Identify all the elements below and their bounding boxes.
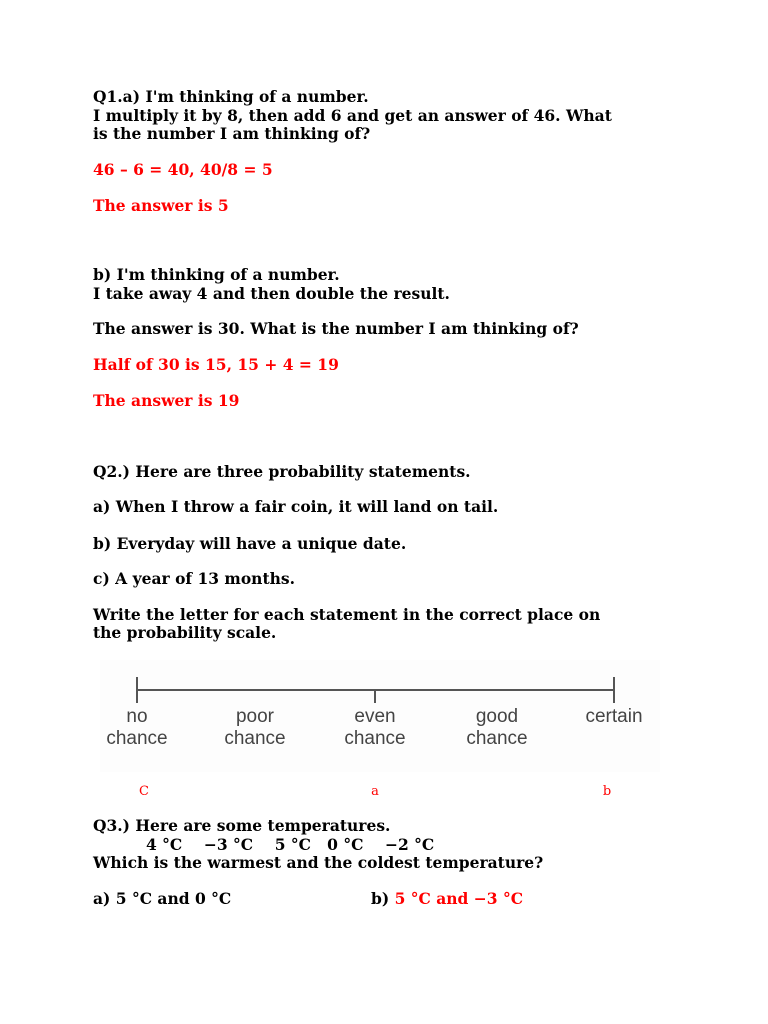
q1-a-work: 46 – 6 = 40, 40/8 = 5 bbox=[93, 160, 273, 179]
scale-label-chance: chance bbox=[466, 728, 528, 749]
q3-option-b-label: b) bbox=[371, 889, 395, 908]
q1-a-answer: The answer is 5 bbox=[93, 196, 229, 215]
q1-b-work: Half of 30 is 15, 15 + 4 = 19 bbox=[93, 355, 339, 374]
scale-label-good: good bbox=[475, 706, 519, 727]
probability-scale bbox=[100, 660, 660, 772]
scale-label-even: even bbox=[354, 706, 396, 727]
q1-b-line1: b) I'm thinking of a number. bbox=[93, 265, 340, 284]
scale-label-chance: chance bbox=[224, 728, 286, 749]
scale-label-no-chance bbox=[106, 706, 167, 750]
q3-temperatures: 4 °C −3 °C 5 °C 0 °C −2 °C bbox=[146, 835, 435, 854]
q2-intro: Q2.) Here are three probability statements. bbox=[93, 462, 471, 481]
scale-answer-a: a bbox=[371, 784, 379, 799]
scale-label-certain-text: certain bbox=[585, 706, 643, 727]
scale-answer-c: C bbox=[139, 784, 149, 799]
scale-label-chance: chance bbox=[344, 728, 406, 749]
q1-b-line2: I take away 4 and then double the result. bbox=[93, 284, 450, 303]
scale-answer-b: b bbox=[602, 784, 612, 799]
scale-label-poor-chance bbox=[224, 706, 285, 750]
scale-label-even-chance bbox=[344, 706, 405, 750]
probability-scale-line bbox=[100, 660, 660, 710]
scale-label-chance: chance bbox=[106, 728, 168, 749]
q1-a-line1: Q1.a) I'm thinking of a number. bbox=[93, 87, 369, 106]
q2-statement-c: c) A year of 13 months. bbox=[93, 569, 295, 588]
q2-instruction-1: Write the letter for each statement in the correct place on bbox=[93, 605, 601, 624]
scale-label-no: no bbox=[126, 706, 148, 727]
q2-statement-a: a) When I throw a fair coin, it will land on tail. bbox=[93, 497, 499, 516]
q1-a-line3: is the number I am thinking of? bbox=[93, 124, 371, 143]
q1-a-line2: I multiply it by 8, then add 6 and get an answer of 46. What bbox=[93, 106, 612, 125]
q3-question: Which is the warmest and the coldest temperature? bbox=[93, 853, 544, 872]
scale-label-certain bbox=[585, 706, 642, 728]
q3-intro: Q3.) Here are some temperatures. bbox=[93, 816, 391, 835]
scale-label-poor: poor bbox=[235, 706, 275, 727]
q1-b-line3: The answer is 30. What is the number I am thinking of? bbox=[93, 319, 579, 338]
q1-b-answer: The answer is 19 bbox=[93, 391, 240, 410]
q3-option-b bbox=[371, 890, 523, 908]
q2-statement-b: b) Everyday will have a unique date. bbox=[93, 534, 407, 553]
q3-option-a: a) 5 °C and 0 °C bbox=[93, 889, 232, 908]
q3-option-b-value: 5 °C and −3 °C bbox=[394, 889, 524, 908]
q2-instruction-2: the probability scale. bbox=[93, 623, 277, 642]
scale-label-good-chance bbox=[466, 706, 527, 750]
